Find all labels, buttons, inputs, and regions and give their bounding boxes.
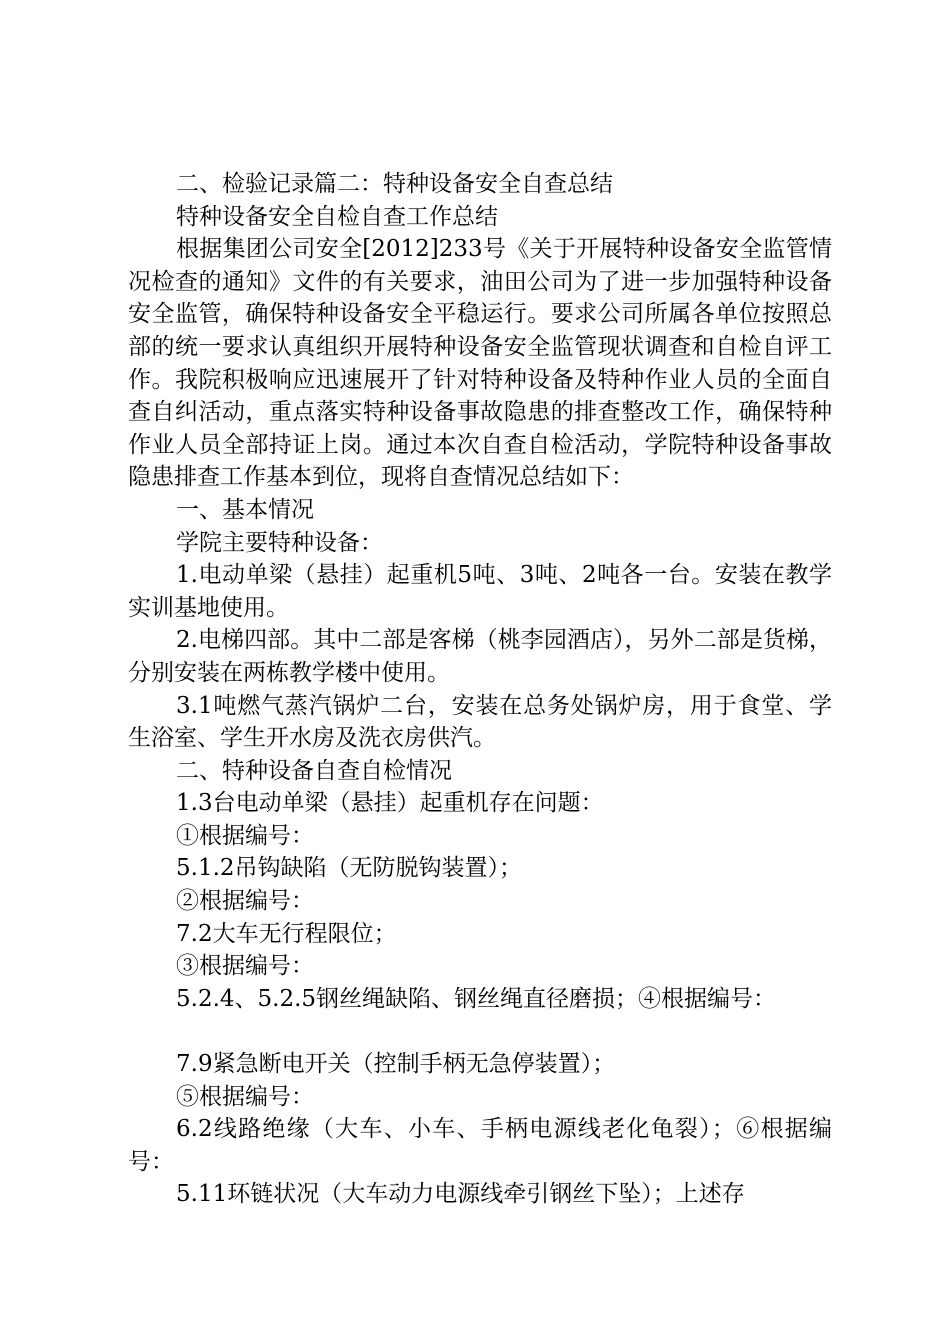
issue-ref-3: ③根据编号：: [176, 953, 314, 980]
heading-self-inspection: 二、特种设备自查自检情况: [176, 757, 452, 784]
issue-ref-1: ①根据编号：: [176, 822, 314, 849]
issue-detail-1: 5.1.2吊钩缺陷（无防脱钩装置）；: [176, 855, 523, 882]
issue-ref-2: ②根据编号：: [176, 888, 314, 915]
equipment-item-boiler: 3.1吨燃气蒸汽锅炉二台，安装在总务处锅炉房，用于食堂、学生浴室、学生开水房及洗衣房供汽。: [128, 692, 832, 752]
blank-line: [128, 1015, 832, 1048]
issue-detail-6: 5.11环链状况（大车动力电源线牵引钢丝下坠）；上述存: [176, 1181, 745, 1208]
issue-detail-4: 7.9紧急断电开关（控制手柄无急停装置）；: [176, 1051, 616, 1078]
crane-issues-intro: 1.3台电动单梁（悬挂）起重机存在问题：: [176, 790, 604, 817]
issue-detail-3: 5.2.4、5.2.5钢丝绳缺陷、钢丝绳直径磨损；④根据编号：: [176, 985, 777, 1012]
equipment-item-elevator: 2.电梯四部。其中二部是客梯（桃李园酒店），另外二部是货梯，分别安装在两栋教学楼中使用。: [128, 627, 832, 686]
issue-ref-5: ⑤根据编号：: [176, 1083, 314, 1110]
issue-detail-2: 7.2大车无行程限位；: [176, 920, 397, 947]
heading-basic-situation: 一、基本情况: [176, 496, 314, 523]
equipment-intro: 学院主要特种设备：: [176, 529, 383, 556]
intro-paragraph: 根据集团公司安全[2012]233号《关于开展特种设备安全监管情况检查的通知》文件的有关要求，油田公司为了进一步加强特种设备安全监管，确保特种设备安全平稳运行。要求公司所属各单位按照总部的统一要求认真组织开展特种设备安全监管现状调查和自检自评工作。我院积极响应迅速展开了针对特种设备及特种作业人员的全面自查自纠活动，重点落实特种设备事故隐患的排查整改工作，确保特种作业人员全部持证上岗。通过本次自查自检活动，学院特种设备事故隐患排查工作基本到位，现将自查情况总结如下：: [128, 236, 832, 491]
section-heading: 二、检验记录篇二：特种设备安全自查总结: [176, 171, 613, 197]
document-title: 特种设备安全自检自查工作总结: [176, 203, 498, 230]
equipment-item-crane: 1.电动单梁（悬挂）起重机5吨、3吨、2吨各一台。安装在教学实训基地使用。: [128, 562, 832, 621]
issue-detail-5: 6.2线路绝缘（大车、小车、手柄电源线老化龟裂）；⑥根据编号：: [128, 1116, 832, 1175]
